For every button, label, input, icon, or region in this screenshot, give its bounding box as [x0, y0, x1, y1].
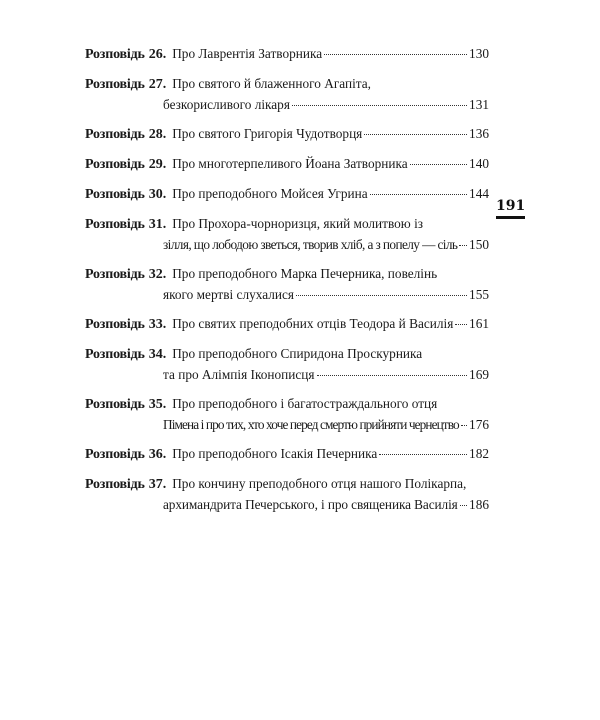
toc-entry-first-line: [85, 474, 489, 495]
dot-leader: [364, 134, 467, 135]
entry-page-number: 161: [469, 316, 489, 331]
entry-page-number: 176: [469, 417, 489, 432]
dot-leader: [324, 54, 467, 55]
entry-number: 31.: [148, 217, 167, 232]
toc-entry: [85, 44, 489, 65]
entry-page-number: 131: [469, 97, 489, 112]
entry-label: Розповідь: [85, 347, 145, 362]
toc-entry: [85, 394, 489, 435]
entry-title: Про преподобного Мойсея Угрина: [172, 186, 368, 201]
entry-title-continued: безкорисливого лікаря: [163, 97, 290, 112]
dot-leader: [460, 505, 467, 506]
toc-entry: [85, 214, 489, 255]
entry-number: 28.: [148, 127, 167, 142]
entry-title-continued: Пімена і про тих, хто хоче перед смертю прийняти чернецтво: [163, 417, 459, 432]
entry-label: Розповідь: [85, 267, 145, 282]
toc-entry: [85, 74, 489, 115]
entry-page-number: 150: [469, 237, 489, 252]
entry-number: 34.: [148, 347, 167, 362]
entry-number: 30.: [148, 187, 167, 202]
entry-page-number: 140: [469, 156, 489, 171]
entry-page-number: 130: [469, 46, 489, 61]
entry-title: Про преподобного Спиридона Проскурника: [172, 346, 423, 361]
entry-label: Розповідь: [85, 47, 145, 62]
dot-leader: [317, 375, 468, 376]
toc-entry: [85, 124, 489, 145]
toc-entry-continuation: [85, 285, 489, 305]
toc-entry-continuation: [85, 95, 489, 115]
toc-entry-first-line: [85, 74, 489, 95]
toc-entry: [85, 264, 489, 305]
toc-entry-continuation: [85, 235, 489, 255]
entry-number: 37.: [148, 477, 167, 492]
entry-title: Про преподобного Ісакія Печерника: [172, 446, 378, 461]
entry-title: Про преподобного і багатостраждального отця: [172, 396, 438, 411]
entry-label: Розповідь: [85, 317, 145, 332]
entry-page-number: 136: [469, 126, 489, 141]
toc-entry-first-line: [85, 264, 489, 285]
entry-title: Про Прохора-чорноризця, який молитвою із: [172, 216, 424, 231]
entry-number: 26.: [148, 47, 167, 62]
entry-label: Розповідь: [85, 77, 145, 92]
toc-entry-first-line: [85, 314, 489, 335]
entry-label: Розповідь: [85, 157, 145, 172]
toc-entry-first-line: [85, 44, 489, 65]
entry-title-continued: та про Алімпія Іконописця: [163, 367, 315, 382]
entry-label: Розповідь: [85, 127, 145, 142]
toc-entry-continuation: [85, 495, 489, 515]
table-of-contents: [85, 44, 489, 524]
dot-leader: [459, 245, 467, 246]
entry-label: Розповідь: [85, 397, 145, 412]
dot-leader: [296, 295, 467, 296]
toc-entry: [85, 184, 489, 205]
entry-title: Про святого й блаженного Агапіта,: [172, 76, 372, 91]
entry-label: Розповідь: [85, 217, 145, 232]
dot-leader: [292, 105, 467, 106]
entry-page-number: 155: [469, 287, 489, 302]
entry-title: Про святого Григорія Чудотворця: [172, 126, 363, 141]
entry-number: 32.: [148, 267, 167, 282]
entry-title: Про святих преподобних отців Теодора й Василія: [172, 316, 454, 331]
toc-entry: [85, 474, 489, 515]
entry-title: Про кончину преподобного отця нашого Полікарпа,: [172, 476, 467, 491]
entry-number: 27.: [148, 77, 167, 92]
entry-number: 36.: [148, 447, 167, 462]
toc-entry-first-line: [85, 394, 489, 415]
dot-leader: [461, 425, 467, 426]
toc-entry-continuation: [85, 415, 489, 435]
dot-leader: [410, 164, 467, 165]
entry-number: 35.: [148, 397, 167, 412]
entry-label: Розповідь: [85, 477, 145, 492]
entry-title-continued: зілля, що лободою зветься, творив хліб, а з попелу — сіль: [163, 237, 458, 252]
entry-number: 33.: [148, 317, 167, 332]
entry-title: Про преподобного Марка Печерника, повелінь: [172, 266, 438, 281]
page-number: 191: [496, 198, 525, 219]
dot-leader: [455, 324, 467, 325]
entry-label: Розповідь: [85, 447, 145, 462]
entry-label: Розповідь: [85, 187, 145, 202]
dot-leader: [370, 194, 467, 195]
entry-page-number: 144: [469, 186, 489, 201]
entry-page-number: 182: [469, 446, 489, 461]
toc-entry: [85, 154, 489, 175]
dot-leader: [379, 454, 467, 455]
toc-entry-continuation: [85, 365, 489, 385]
toc-entry-first-line: [85, 444, 489, 465]
entry-title-continued: якого мертві слухалися: [163, 287, 294, 302]
toc-entry: [85, 314, 489, 335]
entry-title-continued: архимандрита Печерського, і про священика Василія: [163, 497, 458, 512]
toc-entry-first-line: [85, 154, 489, 175]
entry-page-number: 169: [469, 367, 489, 382]
toc-entry-first-line: [85, 214, 489, 235]
toc-entry: [85, 344, 489, 385]
entry-number: 29.: [148, 157, 167, 172]
toc-entry: [85, 444, 489, 465]
toc-entry-first-line: [85, 344, 489, 365]
entry-title: Про Лаврентія Затворника: [172, 46, 323, 61]
entry-title: Про многотерпеливого Йоана Затворника: [172, 156, 408, 171]
entry-page-number: 186: [469, 497, 489, 512]
toc-entry-first-line: [85, 184, 489, 205]
toc-entry-first-line: [85, 124, 489, 145]
